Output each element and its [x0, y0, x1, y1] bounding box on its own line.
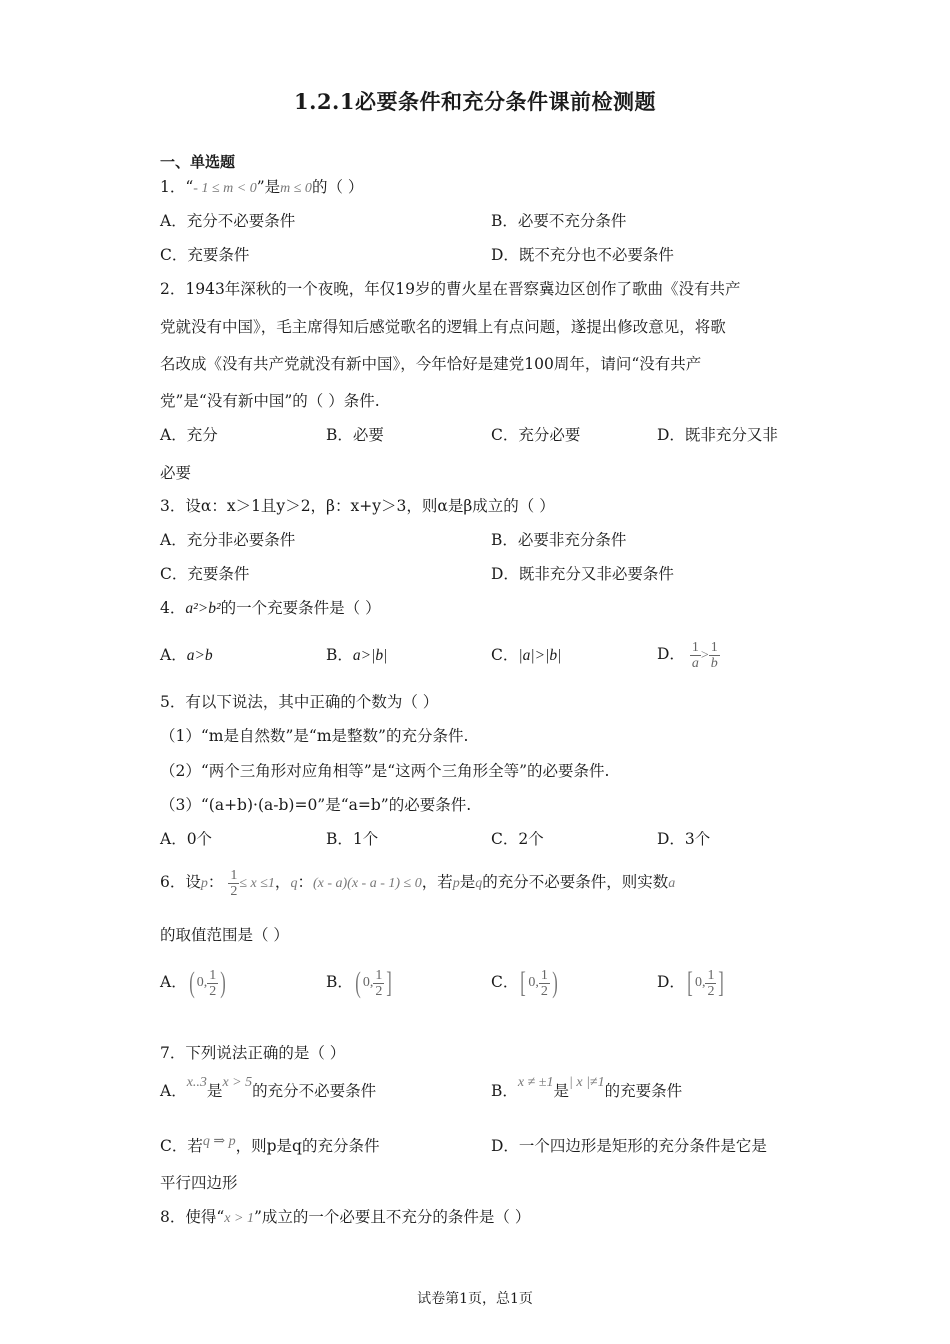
- page-title: 1.2.1必要条件和充分条件课前检测题: [294, 89, 656, 114]
- q2-option-a[interactable]: A．充分: [160, 426, 218, 444]
- q7-a-expr-2: x > 5: [222, 1075, 253, 1090]
- q7-option-a[interactable]: [160, 1075, 377, 1106]
- q4-d-label: D．: [657, 645, 685, 663]
- q6-d-label: D．: [657, 973, 685, 991]
- q6-pre: 6．设: [160, 873, 201, 891]
- q1-condition-2: m ≤ 0: [280, 181, 312, 196]
- q4-c-expr: |a|>|b|: [518, 647, 562, 664]
- q5-option-b[interactable]: B．1个: [326, 830, 379, 848]
- q2-option-d-cont: 必要: [160, 464, 192, 482]
- q6-line-2: 的取值范围是（ ）: [160, 926, 289, 944]
- q6-colon-2: ：: [297, 873, 313, 891]
- q1-option-a[interactable]: A．充分不必要条件: [160, 212, 296, 230]
- q5-statement-3: （3）“(a+b)·(a-b)=0”是“a=b”的必要条件.: [160, 796, 472, 814]
- q4-a-expr: a>b: [186, 647, 213, 664]
- q6-option-c[interactable]: [491, 960, 560, 1005]
- q6-option-d[interactable]: [657, 960, 726, 1005]
- q6-inequality: ≤ x ≤1: [239, 876, 275, 891]
- q5-stem: 5．有以下说法，其中正确的个数为（ ）: [160, 693, 439, 711]
- q7-c-expr: q ⇒ p: [202, 1134, 236, 1149]
- q2-option-b[interactable]: B．必要: [326, 426, 384, 444]
- q6-c-fraction: $\frac{1}{2}$: [540, 967, 548, 999]
- q6-a-fraction: $\frac{1}{2}$: [209, 967, 217, 999]
- q6-a-zero: 0,: [196, 975, 208, 990]
- q6-q-expression: (x - a)(x - a - 1) ≤ 0: [312, 876, 422, 891]
- q4-stem-text: 的一个充要条件是（ ）: [220, 599, 381, 617]
- q7-c-label: C．若: [160, 1137, 203, 1155]
- q8-pre: 8．使得“: [160, 1208, 225, 1226]
- q4-option-d[interactable]: [657, 632, 720, 678]
- q7-b-expr-1: x ≠ ±1: [517, 1075, 554, 1090]
- q6-b-fraction: $\frac{1}{2}$: [375, 967, 383, 999]
- q6-a-label: A．: [160, 973, 187, 991]
- q6-b-right-bracket-icon: ]: [386, 966, 393, 999]
- q6-colon: ：: [207, 873, 224, 891]
- q8-stem: [160, 1207, 530, 1229]
- q5-option-c[interactable]: C．2个: [491, 830, 544, 848]
- q1-option-b[interactable]: B．必要不充分条件: [491, 212, 627, 230]
- q7-c-post: ，则p是q的充分条件: [235, 1137, 380, 1155]
- q7-b-expr-2: | x |≠1: [569, 1075, 605, 1090]
- q6-b-zero: 0,: [362, 975, 374, 990]
- q8-post: ”成立的一个必要且不充分的条件是（ ）: [253, 1208, 531, 1226]
- q7-b-label: B．: [491, 1082, 518, 1100]
- q3-stem: 3．设α：x＞1且y＞2，β：x+y＞3，则α是β成立的（ ）: [160, 497, 555, 515]
- q6-d-right-bracket-icon: ]: [718, 966, 725, 999]
- q6-d-left-bracket-icon: [: [687, 966, 693, 999]
- q6-half-fraction: $\frac{1}{2}$: [230, 867, 238, 899]
- q2-line-4: 党”是“没有新中国”的（ ）条件.: [160, 392, 380, 410]
- q4-number: 4．: [160, 599, 186, 617]
- q4-d-operator: >: [700, 648, 709, 663]
- q2-line-3: 名改成《没有共产党就没有新中国》，今年恰好是建党100周年，请问“没有共产: [160, 355, 702, 373]
- q6-c-left-bracket-icon: [: [520, 966, 527, 999]
- q7-option-d-cont: 平行四边形: [160, 1174, 238, 1192]
- q7-option-b[interactable]: [491, 1075, 683, 1106]
- q6-b-label: B．: [326, 973, 353, 991]
- q3-option-a[interactable]: A．充分非必要条件: [160, 531, 296, 549]
- q1-option-d[interactable]: D．既不充分也不必要条件: [491, 246, 674, 264]
- q4-a-label: A．: [160, 646, 187, 664]
- q4-b-expr: a>|b|: [352, 647, 388, 664]
- q5-statement-1: （1）“m是自然数”是“m是整数”的充分条件.: [160, 727, 469, 745]
- q4-b-label: B．: [326, 646, 353, 664]
- q2-line-1: 2．1943年深秋的一个夜晚，年仅19岁的曹火星在晋察冀边区创作了歌曲《没有共产: [160, 280, 741, 298]
- q1-stem-pre: 1．“: [160, 178, 194, 196]
- q6-d-zero: 0,: [694, 975, 706, 990]
- q6-q: q: [290, 876, 298, 891]
- q5-option-a[interactable]: A．0个: [160, 830, 213, 848]
- q6-a: a: [668, 876, 676, 891]
- q6-q-2: q: [475, 876, 483, 891]
- q1-option-c[interactable]: C．充要条件: [160, 246, 250, 264]
- q3-option-d[interactable]: D．既非充分又非必要条件: [491, 565, 674, 583]
- q6-comma: ，: [274, 873, 291, 891]
- q7-a-label: A．: [160, 1082, 187, 1100]
- q7-b-mid: 是: [553, 1082, 569, 1100]
- q6-p-2: p: [452, 876, 460, 891]
- q6-a-right-paren-icon: ): [220, 966, 226, 999]
- q3-option-c[interactable]: C．充要条件: [160, 565, 250, 583]
- q4-option-b[interactable]: [326, 645, 387, 666]
- q8-expr: x > 1: [224, 1211, 254, 1226]
- q7-a-expr-1: x..3: [186, 1075, 207, 1090]
- q7-stem: 7．下列说法正确的是（ ）: [160, 1044, 346, 1062]
- q4-stem: [160, 598, 381, 619]
- q7-a-post: 的充分不必要条件: [252, 1082, 377, 1100]
- q6-option-b[interactable]: [326, 960, 394, 1005]
- q6-d-fraction: $\frac{1}{2}$: [707, 967, 715, 999]
- q7-option-d[interactable]: D．一个四边形是矩形的充分条件是它是: [491, 1137, 767, 1155]
- q6-option-a[interactable]: [160, 960, 228, 1005]
- q6-c-right-paren-icon: ): [552, 966, 558, 999]
- q6-post: 的充分不必要条件，则实数: [482, 873, 669, 891]
- q5-statement-2: （2）“两个三角形对应角相等”是“这两个三角形全等”的必要条件.: [160, 762, 610, 780]
- q2-line-2: 党就没有中国》，毛主席得知后感觉歌名的逻辑上有点问题，遂提出修改意见，将歌: [160, 318, 726, 336]
- q4-d-fraction-1: $\frac{1}{a}$: [691, 639, 699, 671]
- question-1-stem: [160, 177, 363, 199]
- q1-stem-mid: ”是: [256, 178, 281, 196]
- q7-a-mid: 是: [206, 1082, 223, 1100]
- q4-d-fraction-2: $\frac{1}{b}$: [710, 639, 718, 671]
- q2-option-d[interactable]: D．既非充分又非: [657, 426, 778, 444]
- q6-b-left-paren-icon: (: [355, 966, 361, 999]
- q7-option-c[interactable]: [160, 1133, 379, 1161]
- q6-p: p: [200, 876, 208, 891]
- section-heading: 一、单选题: [160, 153, 236, 171]
- q7-b-post: 的充要条件: [604, 1082, 683, 1100]
- page-footer: 试卷第1页，总1页: [417, 1291, 533, 1307]
- q6-is: 是: [459, 873, 476, 891]
- q6-c-zero: 0,: [528, 975, 539, 990]
- q6-stem: [160, 862, 675, 904]
- q5-option-d[interactable]: D．3个: [657, 830, 711, 848]
- q2-option-c[interactable]: C．充分必要: [491, 426, 581, 444]
- q3-option-b[interactable]: B．必要非充分条件: [491, 531, 627, 549]
- q4-c-label: C．: [491, 646, 519, 664]
- q4-option-a[interactable]: [160, 645, 213, 666]
- q6-c-label: C．: [491, 973, 519, 991]
- q6-mid: ，若: [421, 873, 453, 891]
- q1-condition: - 1 ≤ m < 0: [193, 181, 257, 196]
- q4-expression: a²>b²: [185, 600, 221, 617]
- q4-option-c[interactable]: [491, 645, 561, 666]
- q6-a-left-paren-icon: (: [188, 966, 195, 999]
- q1-stem-post: 的（ ）: [311, 178, 364, 196]
